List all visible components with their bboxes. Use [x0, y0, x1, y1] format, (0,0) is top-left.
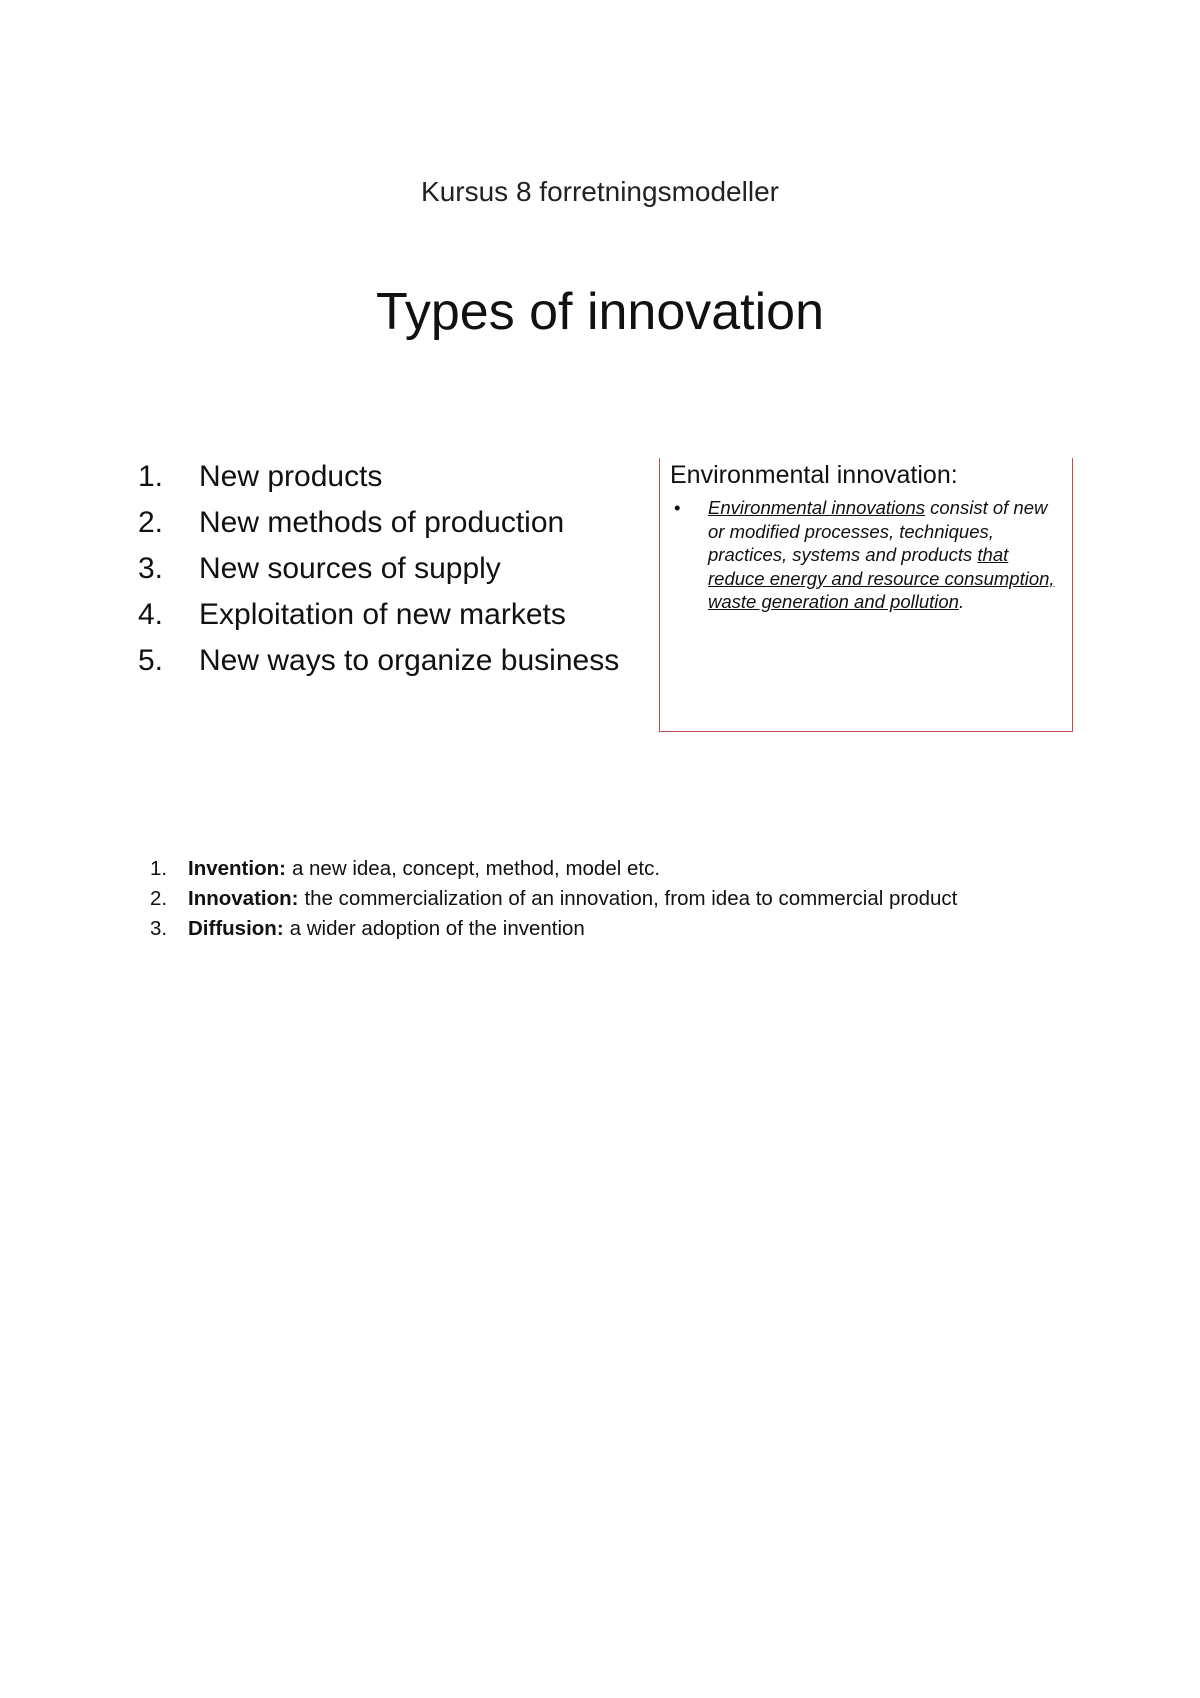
- definition-content: [188, 854, 660, 884]
- definitions-list: [150, 854, 1110, 944]
- definition-content: [188, 914, 585, 944]
- page-title: Types of innovation: [375, 283, 825, 341]
- environmental-innovation-title: Environmental innovation:: [670, 461, 958, 489]
- list-item-text: Exploitation of new markets: [199, 598, 566, 631]
- list-item: [138, 458, 638, 495]
- list-item-text: New methods of production: [199, 506, 565, 539]
- definition-text: a wider adoption of the invention: [289, 917, 585, 940]
- definition-number: 1.: [150, 857, 168, 880]
- bullet-icon: •: [674, 497, 681, 518]
- list-item-text: New sources of supply: [199, 552, 501, 585]
- list-item: [138, 504, 638, 541]
- list-item: [138, 642, 638, 679]
- definition-term: Invention:: [188, 857, 286, 880]
- innovation-types-list: [138, 458, 638, 688]
- definition-item: [150, 854, 1110, 884]
- environmental-innovation-bullet: [670, 496, 1062, 614]
- environmental-text-middle: consist of new or modified processes, techniques, practices, systems and products: [708, 497, 1048, 565]
- list-item-number: 4.: [138, 598, 164, 631]
- list-item-text: New products: [199, 460, 383, 493]
- definition-term: Innovation:: [188, 887, 299, 910]
- definition-item: [150, 914, 1110, 944]
- list-item-number: 2.: [138, 506, 164, 539]
- course-header: Kursus 8 forretningsmodeller: [421, 176, 779, 207]
- definition-item: [150, 884, 1110, 914]
- definition-content: [188, 884, 957, 914]
- list-item-number: 5.: [138, 644, 164, 677]
- definition-number: 2.: [150, 887, 168, 910]
- list-item-number: 1.: [138, 460, 164, 493]
- definition-term: Diffusion:: [188, 917, 284, 940]
- environmental-innovation-text: [708, 496, 1062, 614]
- list-item: [138, 550, 638, 587]
- environmental-innovation-box: [659, 458, 1073, 732]
- definition-text: a new idea, concept, method, model etc.: [291, 857, 661, 880]
- environmental-text-end: .: [958, 591, 965, 612]
- environmental-term: Environmental innovations: [708, 497, 925, 518]
- definition-text: the commercialization of an innovation, from idea to commercial product: [304, 887, 958, 910]
- list-item-text: New ways to organize business: [199, 644, 620, 677]
- definition-number: 3.: [150, 917, 168, 940]
- list-item-number: 3.: [138, 552, 164, 585]
- list-item: [138, 596, 638, 633]
- environmental-underlined-tail: that reduce energy and resource consumption, waste generation and pollution: [708, 544, 1055, 612]
